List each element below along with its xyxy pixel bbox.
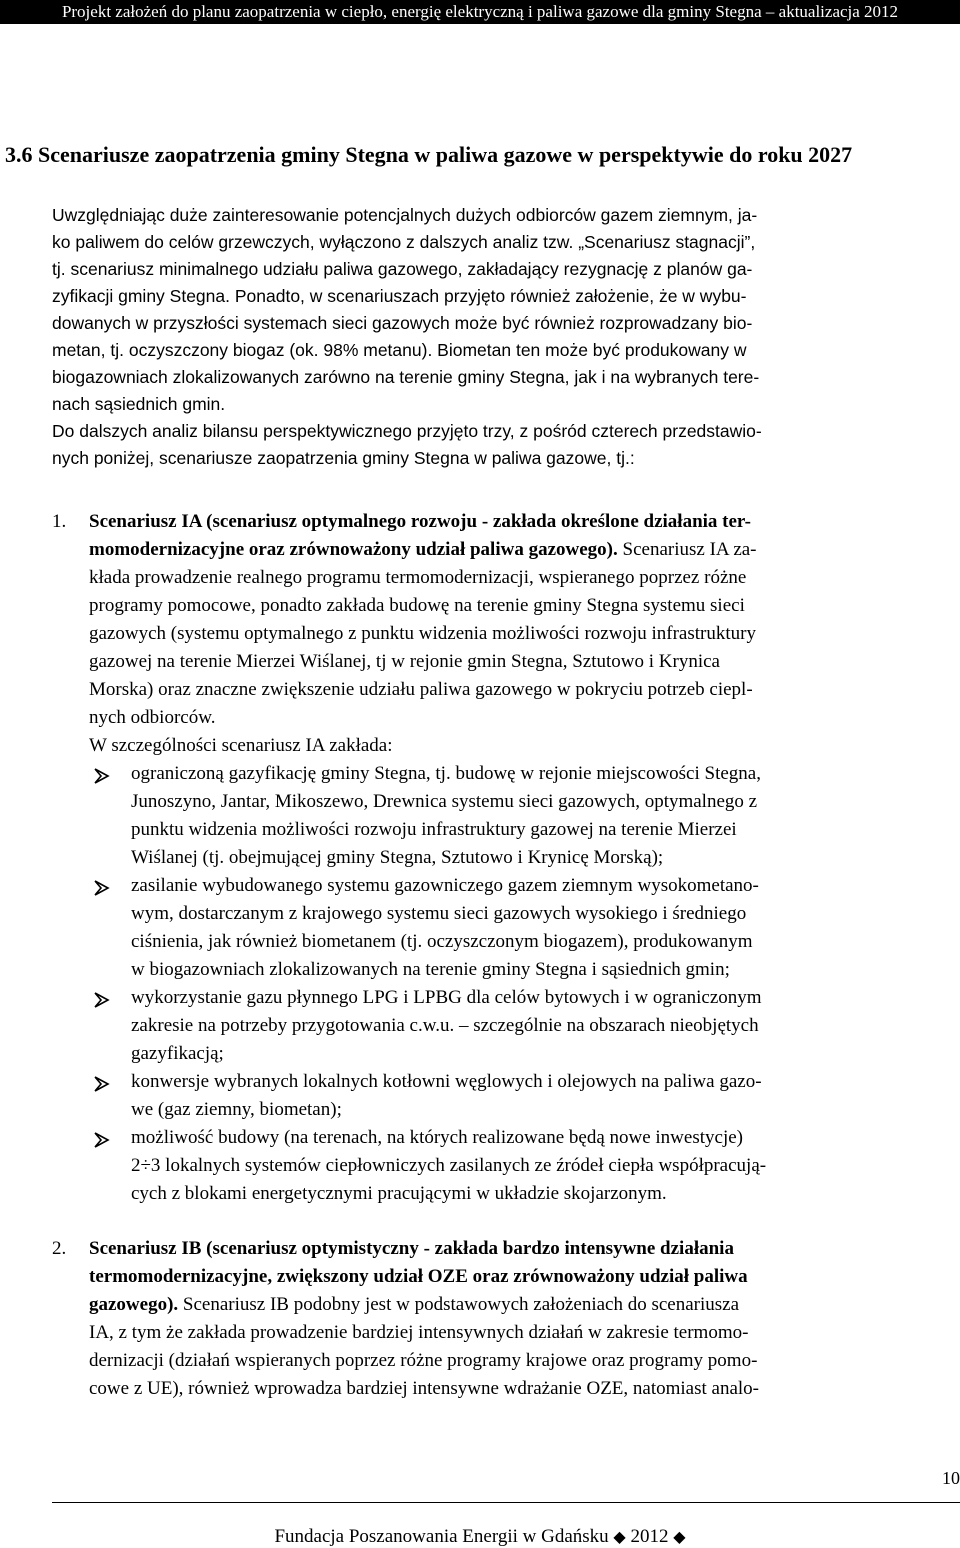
bullet-line: wym, dostarczanym z krajowego systemu sieci gazowych wysokiego i średniego <box>131 903 747 924</box>
bullet-line: Wiślanej (tj. obejmującej gminy Stegna, Sztutowo i Krynicę Morską); <box>131 847 664 868</box>
bullet-line: ograniczoną gazyfikację gminy Stegna, tj. budowę w rejonie miejscowości Stegna, <box>131 763 761 784</box>
scenario-1-number: 1. <box>52 511 67 532</box>
bullet-line: zakresie na potrzeby przygotowania c.w.u. – szczególnie na obszarach nieobjętych <box>131 1015 759 1036</box>
page-footer <box>0 1526 960 1548</box>
scenario-2-number: 2. <box>52 1238 67 1259</box>
scenario-1-line <box>89 539 757 561</box>
arrow-bullet-icon <box>92 990 112 1010</box>
bullet-line: możliwość budowy (na terenach, na których realizowane będą nowe inwestycje) <box>131 1127 743 1148</box>
scenario-2-line <box>89 1294 739 1316</box>
footer-organization: Fundacja Poszanowania Energii w Gdańsku <box>274 1526 609 1547</box>
intro-line: zyfikacji gminy Stegna. Ponadto, w scenariuszach przyjęto również założenie, że w wybu- <box>52 286 747 306</box>
intro-line: Uwzględniając duże zainteresowanie potencjalnych dużych odbiorców gazem ziemnym, ja- <box>52 205 758 225</box>
scenario-1-line: gazowej na terenie Mierzei Wiślanej, tj w rejonie gmin Stegna, Sztutowo i Krynica <box>89 651 720 672</box>
bullet-line: 2÷3 lokalnych systemów ciepłowniczych zasilanych ze źródeł ciepła współpracują- <box>131 1155 767 1176</box>
scenario-1-line: kłada prowadzenie realnego programu termomodernizacji, wspieranego poprzez różne <box>89 567 747 588</box>
arrow-bullet-icon <box>92 1074 112 1094</box>
scenario-2-heading: Scenariusz IB (scenariusz optymistyczny - zakłada bardzo intensywne działania <box>89 1238 734 1259</box>
bullet-line: zasilanie wybudowanego systemu gazowniczego gazem ziemnym wysokometano- <box>131 875 759 896</box>
scenario-2-line: dernizacji (działań wspieranych poprzez różne programy krajowe oraz programy pomo- <box>89 1350 758 1371</box>
scenario-2-line: IA, z tym że zakłada prowadzenie bardziej intensywnych działań w zakresie termomo- <box>89 1322 749 1343</box>
scenario-1-heading: Scenariusz IA (scenariusz optymalnego rozwoju - zakłada określone działania ter- <box>89 511 751 532</box>
bullet-line: wykorzystanie gazu płynnego LPG i LPBG dla celów bytowych i w ograniczonym <box>131 987 762 1008</box>
bullet-line: w biogazowniach zlokalizowanych na terenie gminy Stegna i sąsiednich gmin; <box>131 959 730 980</box>
intro-line: tj. scenariusz minimalnego udziału paliwa gazowego, zakładający rezygnację z planów ga- <box>52 259 753 279</box>
footer-year: 2012 <box>630 1526 669 1547</box>
section-title: 3.6 Scenariusze zaopatrzenia gminy Stegna w paliwa gazowe w perspektywie do roku 2027 <box>5 142 853 167</box>
bullet-line: cych z blokami energetycznymi pracującymi w układzie skojarzonym. <box>131 1183 667 1204</box>
scenario-1-line: nych odbiorców. <box>89 707 216 728</box>
diamond-icon: ◆ <box>673 1529 686 1546</box>
scenario-2-line: cowe z UE), również wprowadza bardziej intensywne wdrażanie OZE, natomiast analo- <box>89 1378 760 1399</box>
bullet-line: punktu widzenia możliwości rozwoju infrastruktury gazowej na terenie Mierzei <box>131 819 737 840</box>
intro-line: ko paliwem do celów grzewczych, wyłączono z dalszych analiz tzw. „Scenariusz stagnacji”, <box>52 232 756 252</box>
arrow-bullet-icon <box>92 766 112 786</box>
running-header: Projekt założeń do planu zaopatrzenia w ciepło, energię elektryczną i paliwa gazowe dla gminy Stegna – aktualizacja 2012 <box>0 0 960 24</box>
arrow-bullet-icon <box>92 878 112 898</box>
page-number: 10 <box>942 1468 960 1488</box>
scenario-1-text: Scenariusz IA za- <box>617 539 757 560</box>
scenario-1-line: gazowych (systemu optymalnego z punktu widzenia możliwości rozwoju infrastruktury <box>89 623 756 644</box>
scenario-1-subheading: W szczególności scenariusz IA zakłada: <box>89 735 393 756</box>
diamond-icon: ◆ <box>613 1529 626 1546</box>
bullet-line: konwersje wybranych lokalnych kotłowni węglowych i olejowych na paliwa gazo- <box>131 1071 762 1092</box>
intro-line: biogazowniach zlokalizowanych zarówno na terenie gminy Stegna, jak i na wybranych tere- <box>52 367 760 387</box>
intro-line: dowanych w przyszłości systemach sieci gazowych może być również rozprowadzany bio- <box>52 313 753 333</box>
bullet-line: gazyfikacją; <box>131 1043 224 1064</box>
scenario-2-text: Scenariusz IB podobny jest w podstawowych założeniach do scenariusza <box>178 1294 740 1315</box>
arrow-bullet-icon <box>92 1130 112 1150</box>
bullet-line: Junoszyno, Jantar, Mikoszewo, Drewnica systemu sieci gazowych, optymalnego z <box>131 791 758 812</box>
bullet-line: we (gaz ziemny, biometan); <box>131 1099 342 1120</box>
scenario-1-line: Morska) oraz znaczne zwiększenie udziału paliwa gazowego w pokryciu potrzeb ciepl- <box>89 679 753 700</box>
bullet-line: ciśnienia, jak również biometanem (tj. oczyszczonym biogazem), produkowanym <box>131 931 753 952</box>
footer-divider <box>52 1502 960 1503</box>
intro-line: Do dalszych analiz bilansu perspektywicznego przyjęto trzy, z pośród czterech przedstawio- <box>52 421 762 441</box>
intro-line: nych poniżej, scenariusze zaopatrzenia gminy Stegna w paliwa gazowe, tj.: <box>52 448 635 468</box>
scenario-2-heading-cont: gazowego). <box>89 1294 179 1315</box>
intro-line: metan, tj. oczyszczony biogaz (ok. 98% metanu). Biometan ten może być produkowany w <box>52 340 747 360</box>
scenario-1-heading-cont: momodernizacyjne oraz zrównoważony udział paliwa gazowego). <box>89 539 618 560</box>
intro-line: nach sąsiednich gmin. <box>52 394 226 414</box>
scenario-2-heading: termomodernizacyjne, zwiększony udział OZE oraz zrównoważony udział paliwa <box>89 1266 748 1287</box>
scenario-1-line: programy pomocowe, ponadto zakłada budowę na terenie gminy Stegna systemu sieci <box>89 595 745 616</box>
